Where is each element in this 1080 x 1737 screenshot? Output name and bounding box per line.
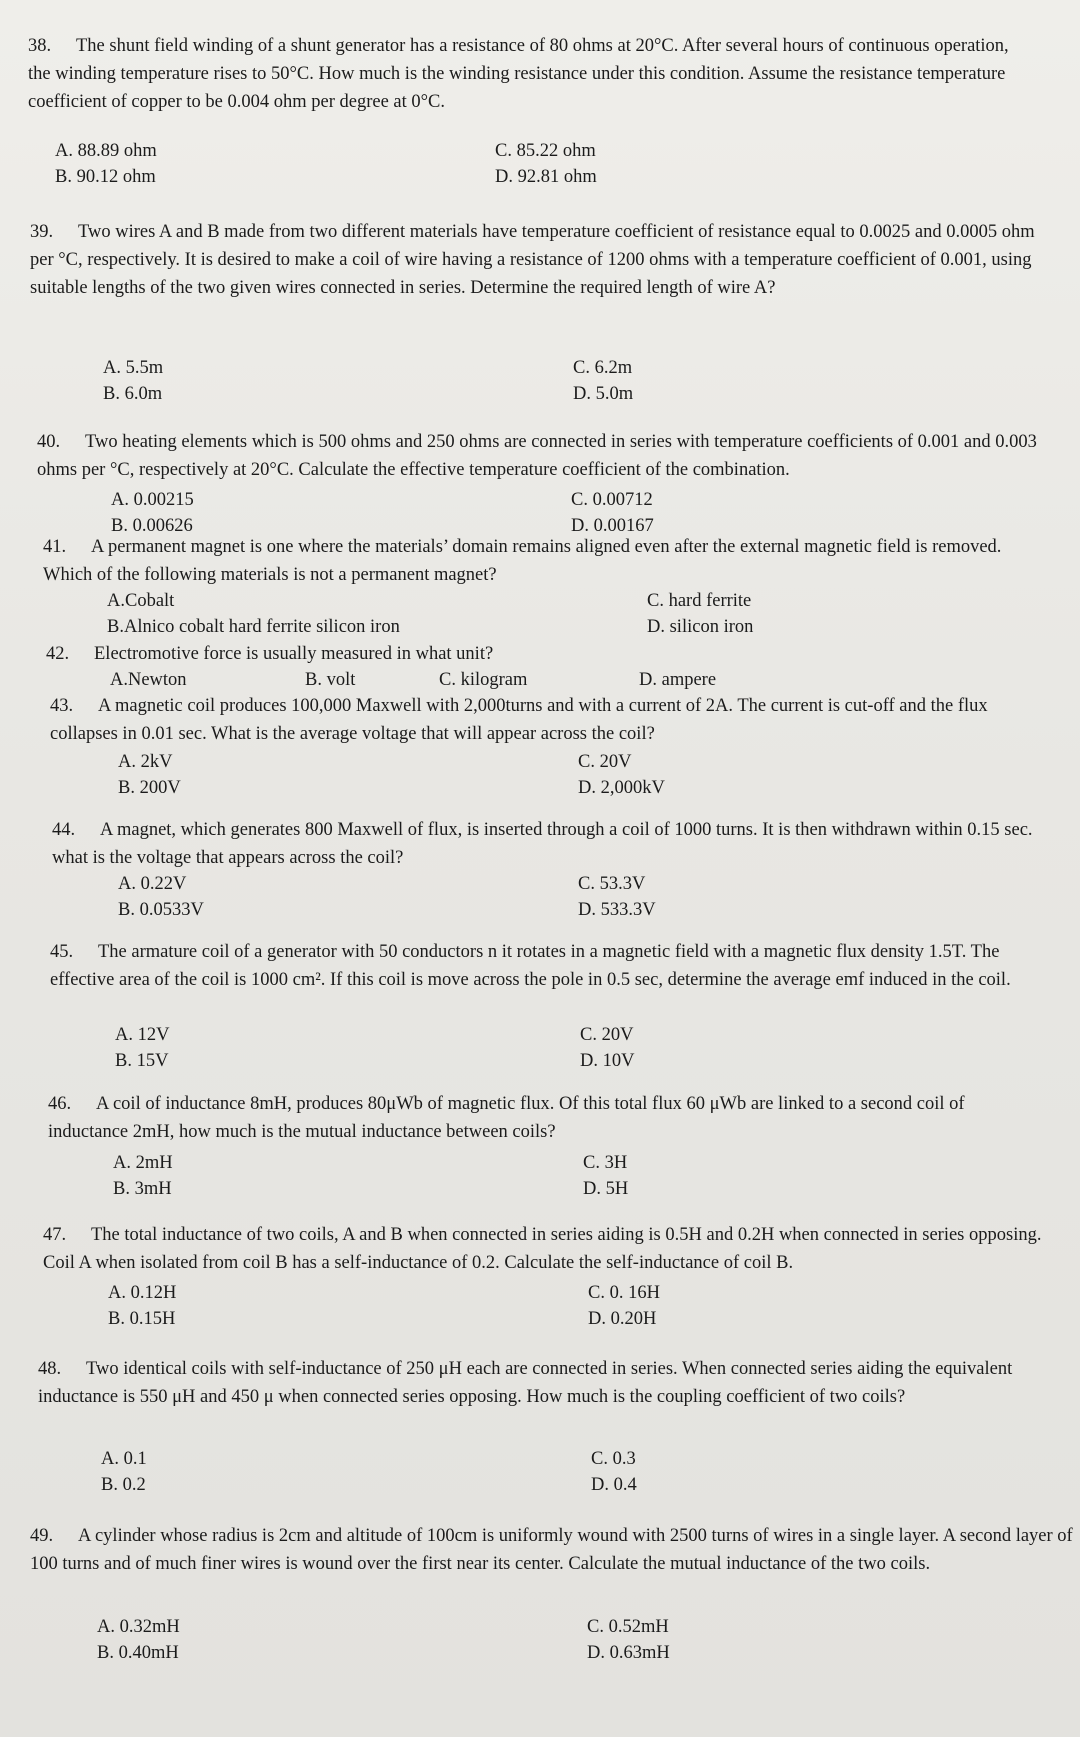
question-number: 42.: [46, 644, 70, 664]
question-stem: [50, 692, 1050, 748]
question-45: [50, 938, 1060, 994]
question-stem: [28, 32, 1028, 116]
option-b[interactable]: B. 200V: [118, 778, 181, 798]
question-43: [50, 692, 1050, 748]
question-number: 45.: [50, 942, 74, 962]
option-d[interactable]: D. 92.81 ohm: [495, 167, 597, 187]
option-b[interactable]: B. volt: [305, 670, 356, 690]
option-a[interactable]: A. 2mH: [113, 1153, 173, 1173]
option-b[interactable]: B. 0.0533V: [118, 900, 204, 920]
option-c[interactable]: C. 85.22 ohm: [495, 141, 596, 161]
question-number: 39.: [30, 222, 54, 242]
option-d[interactable]: D. 533.3V: [578, 900, 656, 920]
question-number: 49.: [30, 1526, 54, 1546]
question-text: A coil of inductance 8mH, produces 80μWb of magnetic flux. Of this total flux 60 μWb are linked to a second coil of inductance 2mH, how much is the mutual inductance between coils?: [48, 1094, 965, 1142]
option-d[interactable]: D. 2,000kV: [578, 778, 665, 798]
option-c[interactable]: C. 0.00712: [571, 490, 653, 510]
option-a[interactable]: A.Newton: [110, 670, 187, 690]
question-text: A magnet, which generates 800 Maxwell of flux, is inserted through a coil of 1000 turns. It is then withdrawn within 0.15 sec. what is the voltage that appears across the coil?: [52, 820, 1033, 868]
question-text: The shunt field winding of a shunt generator has a resistance of 80 ohms at 20°C. After several hours of continuous operation, the winding temperature rises to 50°C. How much is the winding resistance under this condition. Assume the resistance temperature coefficient of copper to be 0.004 ohm per degree at 0°C.: [28, 36, 1009, 112]
question-49: [30, 1522, 1075, 1578]
option-d[interactable]: D. silicon iron: [647, 617, 754, 637]
option-a[interactable]: A. 5.5m: [103, 358, 164, 378]
question-stem: [30, 1522, 1075, 1578]
question-number: 43.: [50, 696, 74, 716]
question-text: Two wires A and B made from two different materials have temperature coefficient of resistance equal to 0.0025 and 0.0005 ohm per °C, respectively. It is desired to make a coil of wire having a resistance of 1200 ohms with a temperature coefficient of 0.001, using suitable lengths of the two given wires connected in series. Determine the required length of wire A?: [30, 222, 1035, 298]
option-d[interactable]: D. 10V: [580, 1051, 635, 1071]
question-text: Two identical coils with self-inductance of 250 μH each are connected in series. When connected series aiding the equivalent inductance is 550 μH and 450 μ when connected series opposing. How much is the coupling coefficient of two coils?: [38, 1359, 1013, 1407]
option-d[interactable]: D. 5.0m: [573, 384, 634, 404]
options-49: [97, 1614, 677, 1666]
question-stem: [37, 428, 1047, 484]
option-b[interactable]: B. 90.12 ohm: [55, 167, 156, 187]
option-d[interactable]: D. 0.63mH: [587, 1643, 670, 1663]
option-a[interactable]: A. 12V: [115, 1025, 170, 1045]
option-a[interactable]: A. 0.00215: [111, 490, 194, 510]
question-stem: [52, 816, 1052, 872]
option-c[interactable]: C. 20V: [580, 1025, 634, 1045]
option-b[interactable]: B. 0.00626: [111, 516, 193, 536]
option-a[interactable]: A. 0.32mH: [97, 1617, 180, 1637]
question-text: A cylinder whose radius is 2cm and altitude of 100cm is uniformly wound with 2500 turns of wires in a single layer. A second layer of 100 turns and of much finer wires is wound over the first near its center. Calculate the mutual inductance of the two coils.: [30, 1526, 1073, 1574]
question-47: [43, 1221, 1053, 1277]
question-text: A magnetic coil produces 100,000 Maxwell with 2,000turns and with a current of 2A. The current is cut-off and the flux collapses in 0.01 sec. What is the average voltage that will appear across the coil?: [50, 696, 988, 744]
question-46: [48, 1090, 1048, 1146]
option-d[interactable]: D. 0.4: [591, 1475, 637, 1495]
options-42: [110, 667, 810, 693]
option-b[interactable]: B. 0.15H: [108, 1309, 176, 1329]
option-d[interactable]: D. 0.20H: [588, 1309, 657, 1329]
options-47: [108, 1280, 688, 1332]
option-c[interactable]: C. 6.2m: [573, 358, 633, 378]
options-41: [107, 588, 787, 640]
question-number: 40.: [37, 432, 61, 452]
option-b[interactable]: B.Alnico cobalt hard ferrite silicon iron: [107, 617, 400, 637]
question-text: A permanent magnet is one where the materials’ domain remains aligned even after the external magnetic field is removed. Which of the following materials is not a permanent magnet?: [43, 537, 1002, 585]
question-stem: [30, 218, 1040, 302]
question-stem: [50, 938, 1060, 994]
question-number: 38.: [28, 36, 52, 56]
question-stem: [38, 1355, 1068, 1411]
question-number: 41.: [43, 537, 67, 557]
option-c[interactable]: C. 20V: [578, 752, 632, 772]
option-c[interactable]: C. 0.52mH: [587, 1617, 669, 1637]
option-c[interactable]: C. 3H: [583, 1153, 628, 1173]
option-d[interactable]: D. ampere: [639, 670, 717, 690]
options-46: [113, 1150, 693, 1202]
options-45: [115, 1022, 695, 1074]
question-stem: [43, 533, 1043, 589]
option-d[interactable]: D. 5H: [583, 1179, 629, 1199]
option-a[interactable]: A. 88.89 ohm: [55, 141, 157, 161]
option-c[interactable]: C. kilogram: [439, 670, 528, 690]
options-48: [101, 1446, 681, 1498]
question-stem: [46, 640, 1046, 668]
option-a[interactable]: A.Cobalt: [107, 591, 175, 611]
question-40: [37, 428, 1047, 484]
question-text: Electromotive force is usually measured in what unit?: [94, 644, 494, 664]
options-38: [55, 138, 635, 190]
option-b[interactable]: B. 15V: [115, 1051, 169, 1071]
question-44: [52, 816, 1052, 872]
question-number: 44.: [52, 820, 76, 840]
option-b[interactable]: B. 3mH: [113, 1179, 172, 1199]
question-text: The armature coil of a generator with 50 conductors n it rotates in a magnetic field with a magnetic flux density 1.5T. The effective area of the coil is 1000 cm². If this coil is move across the pole in 0.5 sec, determine the average emf induced in the coil.: [50, 942, 1011, 990]
options-43: [118, 749, 698, 801]
question-38: [28, 32, 1028, 116]
question-42: [46, 640, 1046, 668]
option-a[interactable]: A. 0.1: [101, 1449, 147, 1469]
option-a[interactable]: A. 2kV: [118, 752, 173, 772]
option-a[interactable]: A. 0.12H: [108, 1283, 177, 1303]
options-39: [103, 355, 683, 407]
option-c[interactable]: C. 0. 16H: [588, 1283, 660, 1303]
question-number: 46.: [48, 1094, 72, 1114]
question-number: 47.: [43, 1225, 67, 1245]
option-b[interactable]: B. 0.40mH: [97, 1643, 179, 1663]
question-stem: [43, 1221, 1053, 1277]
option-a[interactable]: A. 0.22V: [118, 874, 187, 894]
options-44: [118, 871, 698, 923]
option-b[interactable]: B. 0.2: [101, 1475, 146, 1495]
options-40: [111, 487, 691, 539]
option-b[interactable]: B. 6.0m: [103, 384, 163, 404]
option-d[interactable]: D. 0.00167: [571, 516, 654, 536]
question-48: [38, 1355, 1068, 1411]
question-41: [43, 533, 1043, 589]
option-c[interactable]: C. hard ferrite: [647, 591, 752, 611]
question-number: 48.: [38, 1359, 62, 1379]
option-c[interactable]: C. 53.3V: [578, 874, 646, 894]
question-39: [30, 218, 1040, 302]
question-text: The total inductance of two coils, A and B when connected in series aiding is 0.5H and 0.2H when connected in series opposing. Coil A when isolated from coil B has a self-inductance of 0.2. Calculate the self-inductance of coil B.: [43, 1225, 1042, 1273]
question-stem: [48, 1090, 1048, 1146]
option-c[interactable]: C. 0.3: [591, 1449, 636, 1469]
question-text: Two heating elements which is 500 ohms and 250 ohms are connected in series with temperature coefficients of 0.001 and 0.003 ohms per °C, respectively at 20°C. Calculate the effective temperature coefficient of the combination.: [37, 432, 1037, 480]
